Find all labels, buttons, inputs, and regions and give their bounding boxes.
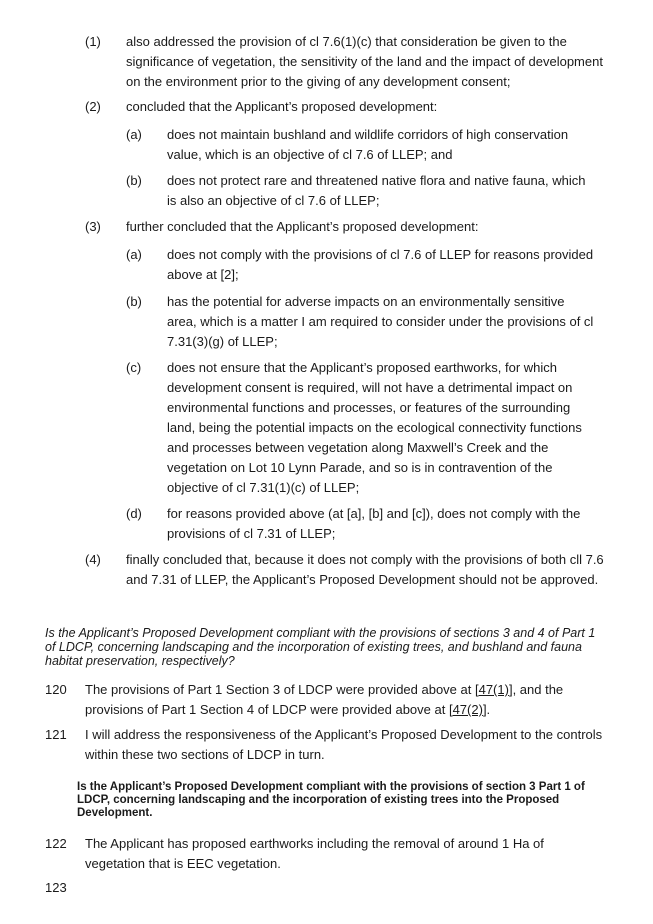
list-text: concluded that the Applicant’s proposed development: bbox=[126, 99, 438, 114]
paragraph-number: 123 bbox=[45, 880, 67, 895]
list-number: (a) bbox=[126, 247, 142, 262]
list-text: finally concluded that, because it does not comply with the provisions of both cll 7.6 and 7.31 of LLEP, the Applicant’s Proposed Development should not be approved. bbox=[126, 552, 604, 587]
list-number: (2) bbox=[85, 99, 101, 114]
list-text: does not protect rare and threatened native flora and native fauna, which is also an objective of cl 7.6 of LLEP; bbox=[167, 173, 586, 208]
list-number: (d) bbox=[126, 506, 142, 521]
paragraph-text-part: The provisions of Part 1 Section 3 of LDCP were provided above at [ bbox=[85, 682, 479, 697]
list-text: also addressed the provision of cl 7.6(1)(c) that consideration be given to the significance of vegetation, the sensitivity of the land and the impact of development on the environment prior to the giving of any development consent; bbox=[126, 34, 603, 89]
list-text: does not maintain bushland and wildlife corridors of high conservation value, which is an objective of cl 7.6 of LLEP; and bbox=[167, 127, 569, 162]
paragraph-number: 120 bbox=[45, 682, 67, 697]
paragraph-text-part: ], and the provisions of Part 1 Section 4 of LDCP were provided above at [ bbox=[85, 682, 564, 717]
list-number: (3) bbox=[85, 219, 101, 234]
paragraph-text: I will address the responsiveness of the Applicant’s Proposed Development to the controls within these two sections of LDCP in turn. bbox=[85, 727, 603, 762]
paragraph-text-part: ]. bbox=[482, 702, 491, 717]
list-number: (1) bbox=[85, 34, 101, 49]
list-text: further concluded that the Applicant’s proposed development: bbox=[126, 219, 479, 234]
list-number: (b) bbox=[126, 173, 142, 188]
list-number: (a) bbox=[126, 127, 142, 142]
list-text: for reasons provided above (at [a], [b] and [c]), does not comply with the provisions of cl 7.31 of LLEP; bbox=[167, 506, 581, 541]
list-text: does not comply with the provisions of cl 7.6 of LLEP for reasons provided above at [2]; bbox=[167, 247, 594, 282]
list-number: (c) bbox=[126, 360, 142, 375]
list-text: has the potential for adverse impacts on an environmentally sensitive area, which is a matter I am required to consider under the provisions of cl 7.31(3)(g) of LLEP; bbox=[167, 294, 594, 349]
paragraph-number: 122 bbox=[45, 836, 67, 851]
cross-reference-link[interactable]: 47(1) bbox=[478, 682, 509, 697]
list-number: (4) bbox=[85, 552, 101, 567]
list-number: (b) bbox=[126, 294, 142, 309]
list-text: does not ensure that the Applicant’s proposed earthworks, for which development consent is required, will not have a detrimental impact on environmental functions and processes, or features of the surrounding land, being the potential impacts on the ecological connectivity functions and processes between vegetation along Maxwell’s Creek and the vegetation on Lot 10 Lynn Parade, and so is in contravention of the objective of cl 7.31(1)(c) of LLEP; bbox=[167, 360, 582, 495]
paragraph-number: 121 bbox=[45, 727, 67, 742]
paragraph-text bbox=[85, 680, 605, 720]
section-heading-italic: Is the Applicant’s Proposed Development compliant with the provisions of sections 3 and 4 of Part 1 of LDCP, concerning landscaping and the incorporation of existing trees, and bushland and fauna habitat preservation, respectively? bbox=[45, 626, 596, 668]
paragraph-text: The Applicant has proposed earthworks including the removal of around 1 Ha of vegetation that is EEC vegetation. bbox=[85, 836, 544, 871]
cross-reference-link[interactable]: 47(2) bbox=[452, 702, 483, 717]
section-heading-bold: Is the Applicant’s Proposed Development compliant with the provisions of section 3 Part 1 of LDCP, concerning landscaping and the incorporation of existing trees into the Proposed Development. bbox=[77, 781, 585, 819]
